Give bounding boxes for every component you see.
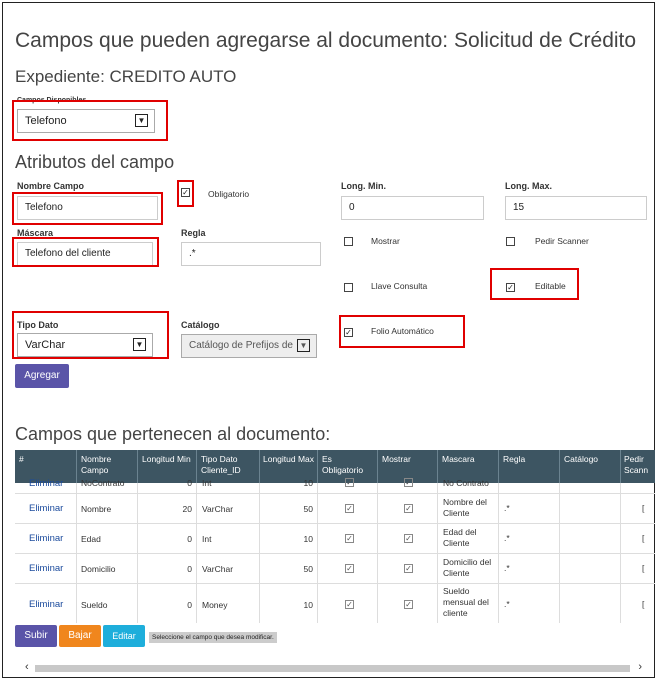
eliminar-link[interactable]: Eliminar [29,503,64,514]
cell-min: 0 [187,600,192,610]
obligatorio-checkbox[interactable]: ✓ [346,504,353,513]
th-obligatorio[interactable]: Es Obligatorio [322,454,364,475]
table-row[interactable] [15,583,655,623]
mostrar-checkbox[interactable]: ✓ [405,534,412,543]
table-row[interactable] [15,478,655,492]
cell-pedir-scanner: [ [642,563,645,573]
mostrar-checkbox[interactable] [344,237,353,246]
th-pedir-scanner[interactable]: Pedir Scann [624,454,649,475]
tipo-dato-select[interactable] [17,333,153,357]
cell-min: 0 [187,564,192,574]
cell-max: 10 [303,534,313,544]
llave-consulta-label: Llave Consulta [371,281,428,291]
subir-button[interactable]: Subir [15,625,57,647]
campos-disponibles-select[interactable] [17,109,155,133]
page-title: Campos que pueden agregarse al documento: Solicitud de Crédito [15,29,637,52]
th-min[interactable]: Longitud Min [142,454,191,464]
cell-mascara: Sueldo mensual del cliente [443,586,489,618]
hint-text: Seleccione el campo que desea modificar. [149,632,277,643]
obligatorio-checkbox[interactable]: ✓ [182,188,189,197]
cell-mascara: No Contrato [443,478,489,488]
atributos-title: Atributos del campo [15,152,175,172]
mostrar-checkbox[interactable]: ✓ [405,564,412,573]
catalogo-value: Catálogo de Prefijos de [189,340,293,351]
cell-max: 50 [303,504,313,514]
th-nombre[interactable]: Nombre Campo [81,454,112,475]
catalogo-select[interactable] [181,334,317,358]
obligatorio-checkbox[interactable]: ✓ [346,478,353,487]
th-index: # [19,454,24,464]
chevron-down-icon: ▼ [135,114,148,127]
bajar-button[interactable]: Bajar [59,625,101,647]
mascara-input[interactable]: Telefono del cliente [17,242,153,266]
cell-nombre: Sueldo [81,600,108,610]
cell-max: 10 [303,600,313,610]
cell-tipo: Int [202,478,212,488]
cell-max: 50 [303,564,313,574]
cell-max: 10 [303,478,313,488]
eliminar-link[interactable]: Eliminar [29,533,64,544]
cell-pedir-scanner: [ [642,533,645,543]
folio-automatico-checkbox[interactable]: ✓ [345,328,352,337]
mascara-label: Máscara [17,228,54,238]
th-mostrar[interactable]: Mostrar [382,454,411,464]
long-min-input[interactable]: 0 [341,196,484,220]
cell-tipo: VarChar [202,564,234,574]
obligatorio-checkbox[interactable]: ✓ [346,600,353,609]
nombre-campo-label: Nombre Campo [17,181,85,191]
cell-tipo: VarChar [202,504,234,514]
editable-checkbox[interactable]: ✓ [507,283,514,292]
editar-button[interactable]: Editar [103,625,145,647]
chevron-right-icon[interactable]: › [638,661,642,673]
folio-automatico-label: Folio Automático [371,326,434,336]
th-regla[interactable]: Regla [503,454,526,464]
cell-regla: .* [504,599,510,609]
cell-nombre: NoContrato [81,478,125,488]
cell-tipo: Int [202,534,212,544]
cell-mascara: Domicilio del Cliente [443,557,492,578]
catalogo-label: Catálogo [181,320,220,330]
nombre-campo-input[interactable]: Telefono [17,196,158,220]
cell-min: 20 [182,504,192,514]
pedir-scanner-checkbox[interactable] [506,237,515,246]
mostrar-label: Mostrar [371,236,400,246]
th-max[interactable]: Longitud Max [263,454,315,464]
chevron-left-icon[interactable]: ‹ [25,661,29,673]
horizontal-scrollbar[interactable] [19,662,644,674]
obligatorio-checkbox[interactable]: ✓ [346,534,353,543]
th-mascara[interactable]: Mascara [442,454,475,464]
cell-regla: .* [504,533,510,543]
cell-nombre: Domicilio [81,564,116,574]
regla-label: Regla [181,228,206,238]
chevron-down-icon: ▼ [133,338,146,351]
long-max-input[interactable]: 15 [505,196,647,220]
table-body [15,478,655,623]
tipo-dato-value: VarChar [25,339,66,351]
cell-min: 0 [187,534,192,544]
cell-regla: .* [504,503,510,513]
table-row[interactable] [15,553,655,583]
table-row[interactable] [15,493,655,523]
campos-disponibles-value: Telefono [25,115,67,127]
long-max-label: Long. Max. [505,181,552,191]
th-tipo[interactable]: Tipo Dato Cliente_ID [201,454,241,475]
regla-input[interactable]: .* [181,242,321,266]
llave-consulta-checkbox[interactable] [344,283,353,292]
agregar-button[interactable]: Agregar [15,364,69,388]
cell-mascara: Nombre del Cliente [443,497,487,518]
th-catalogo[interactable]: Catálogo [564,454,599,464]
mostrar-checkbox[interactable]: ✓ [405,478,412,487]
cell-tipo: Money [202,600,228,610]
scrollbar-thumb[interactable] [35,665,630,672]
cell-pedir-scanner: [ [642,503,645,513]
pedir-scanner-label: Pedir Scanner [535,236,589,246]
campos-disponibles-label: Campos Disponibles [17,97,87,104]
expediente-title: Expediente: CREDITO AUTO [15,67,237,86]
page-frame [2,2,655,678]
obligatorio-label: Obligatorio [208,189,250,199]
tipo-dato-label: Tipo Dato [17,320,59,330]
mostrar-checkbox[interactable]: ✓ [405,600,412,609]
cell-pedir-scanner: [ [642,599,645,609]
cell-regla: .* [504,563,510,573]
cell-mascara: Edad del Cliente [443,527,477,548]
obligatorio-checkbox[interactable]: ✓ [346,564,353,573]
table-title: Campos que pertenecen al documento: [15,424,331,444]
cell-nombre: Edad [81,534,101,544]
chevron-down-icon: ▼ [297,339,310,352]
cell-nombre: Nombre [81,504,112,514]
table-row[interactable] [15,523,655,553]
editable-label: Editable [535,281,566,291]
long-min-label: Long. Min. [341,181,386,191]
cell-min: 0 [187,478,192,488]
mostrar-checkbox[interactable]: ✓ [405,504,412,513]
eliminar-link[interactable]: Eliminar [29,599,64,610]
eliminar-link[interactable]: Eliminar [29,563,64,574]
eliminar-link[interactable]: Eliminar [29,478,64,489]
